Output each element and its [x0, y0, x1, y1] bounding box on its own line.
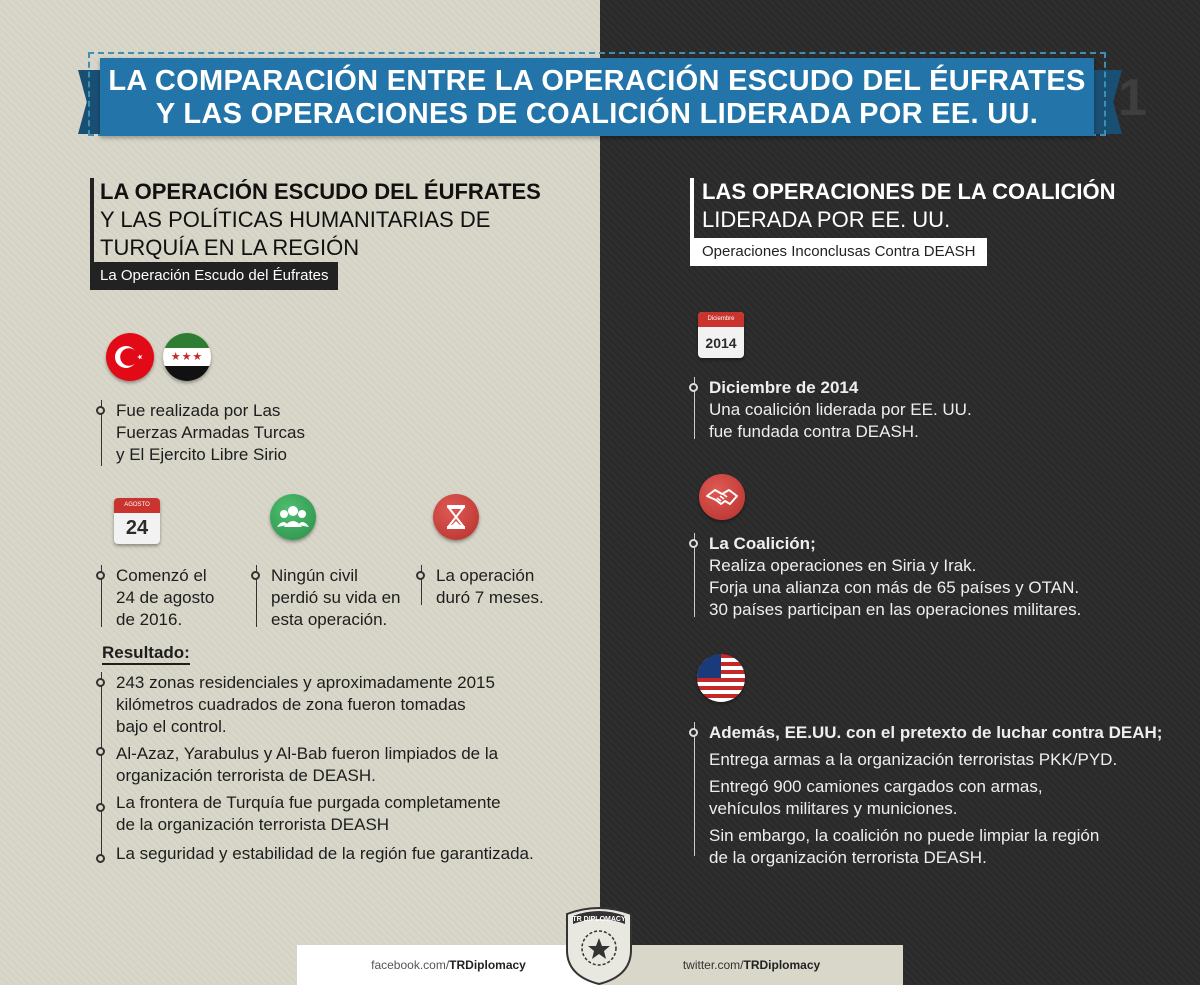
- result-list: [101, 672, 596, 862]
- right-subtitle-tag: Operaciones Inconclusas Contra DEASH: [690, 238, 987, 266]
- left-section-heading: [90, 178, 590, 262]
- result-item: La seguridad y estabilidad de la región fue garantizada.: [116, 844, 534, 863]
- calendar-icon: Diciembre 2014: [698, 312, 744, 358]
- list-item: Comenzó el 24 de agosto de 2016.: [101, 565, 214, 627]
- list-item: Ningún civil perdió su vida en esta operación.: [256, 565, 400, 627]
- left-title-bold: LA OPERACIÓN ESCUDO DEL ÉUFRATES: [100, 179, 541, 204]
- hourglass-icon: [433, 494, 479, 540]
- twitter-link[interactable]: twitter.com/TRDiplomacy: [600, 945, 903, 985]
- usa-flag-icon: [697, 654, 745, 702]
- handshake-icon: [699, 474, 745, 520]
- list-item: La Coalición; Realiza operaciones en Siria y Irak. Forja una alianza con más de 65 países y OTAN. 30 países participan en las operaciones militares.: [694, 533, 1081, 617]
- list-item: Además, EE.UU. con el pretexto de luchar contra DEAH; Entrega armas a la organización terroristas PKK/PYD. Entregó 900 camiones cargados con armas, vehículos militares y municiones. Sin embargo, la coalición no puede limpiar la región de la organización terrorista DEASH.: [694, 722, 1162, 856]
- right-title-line-2: LIDERADA POR EE. UU.: [702, 207, 951, 232]
- result-item: La frontera de Turquía fue purgada completamente de la organización terrorista DEASH: [116, 793, 501, 834]
- list-item: La operación duró 7 meses.: [421, 565, 544, 605]
- facebook-link[interactable]: facebook.com/TRDiplomacy: [297, 945, 600, 985]
- syria-flag-icon: ★★★: [163, 333, 211, 381]
- turkey-flag-icon: [106, 333, 154, 381]
- list-item: Diciembre de 2014 Una coalición liderada por EE. UU. fue fundada contra DEASH.: [694, 377, 972, 439]
- banner-title-line-1: LA COMPARACIÓN ENTRE LA OPERACIÓN ESCUDO DEL ÉUFRATES: [108, 65, 1086, 97]
- list-item: Fue realizada por Las Fuerzas Armadas Turcas y El Ejercito Libre Sirio: [101, 400, 305, 466]
- left-subtitle-tag: La Operación Escudo del Éufrates: [90, 262, 338, 290]
- result-item: 243 zonas residenciales y aproximadamente 2015 kilómetros cuadrados de zona fueron tomadas bajo el control.: [116, 673, 495, 736]
- tr-diplomacy-logo: [563, 900, 635, 985]
- right-section-heading: [690, 178, 1192, 240]
- page-number: 1: [1118, 69, 1147, 127]
- calendar-icon: AGOSTO 24: [114, 498, 160, 544]
- svg-text:TR DIPLOMACY: TR DIPLOMACY: [572, 916, 626, 923]
- title-banner: [100, 58, 1094, 136]
- people-icon: [270, 494, 316, 540]
- right-title-bold: LAS OPERACIONES DE LA COALICIÓN: [702, 179, 1116, 204]
- result-heading: Resultado:: [102, 643, 190, 665]
- left-title-line-2: Y LAS POLÍTICAS HUMANITARIAS DE: [100, 207, 491, 232]
- banner-title-line-2: Y LAS OPERACIONES DE COALICIÓN LIDERADA POR EE. UU.: [155, 98, 1039, 130]
- left-title-line-3: TURQUÍA EN LA REGIÓN: [100, 235, 360, 260]
- result-item: Al-Azaz, Yarabulus y Al-Bab fueron limpiados de la organización terrorista de DEASH.: [116, 744, 499, 785]
